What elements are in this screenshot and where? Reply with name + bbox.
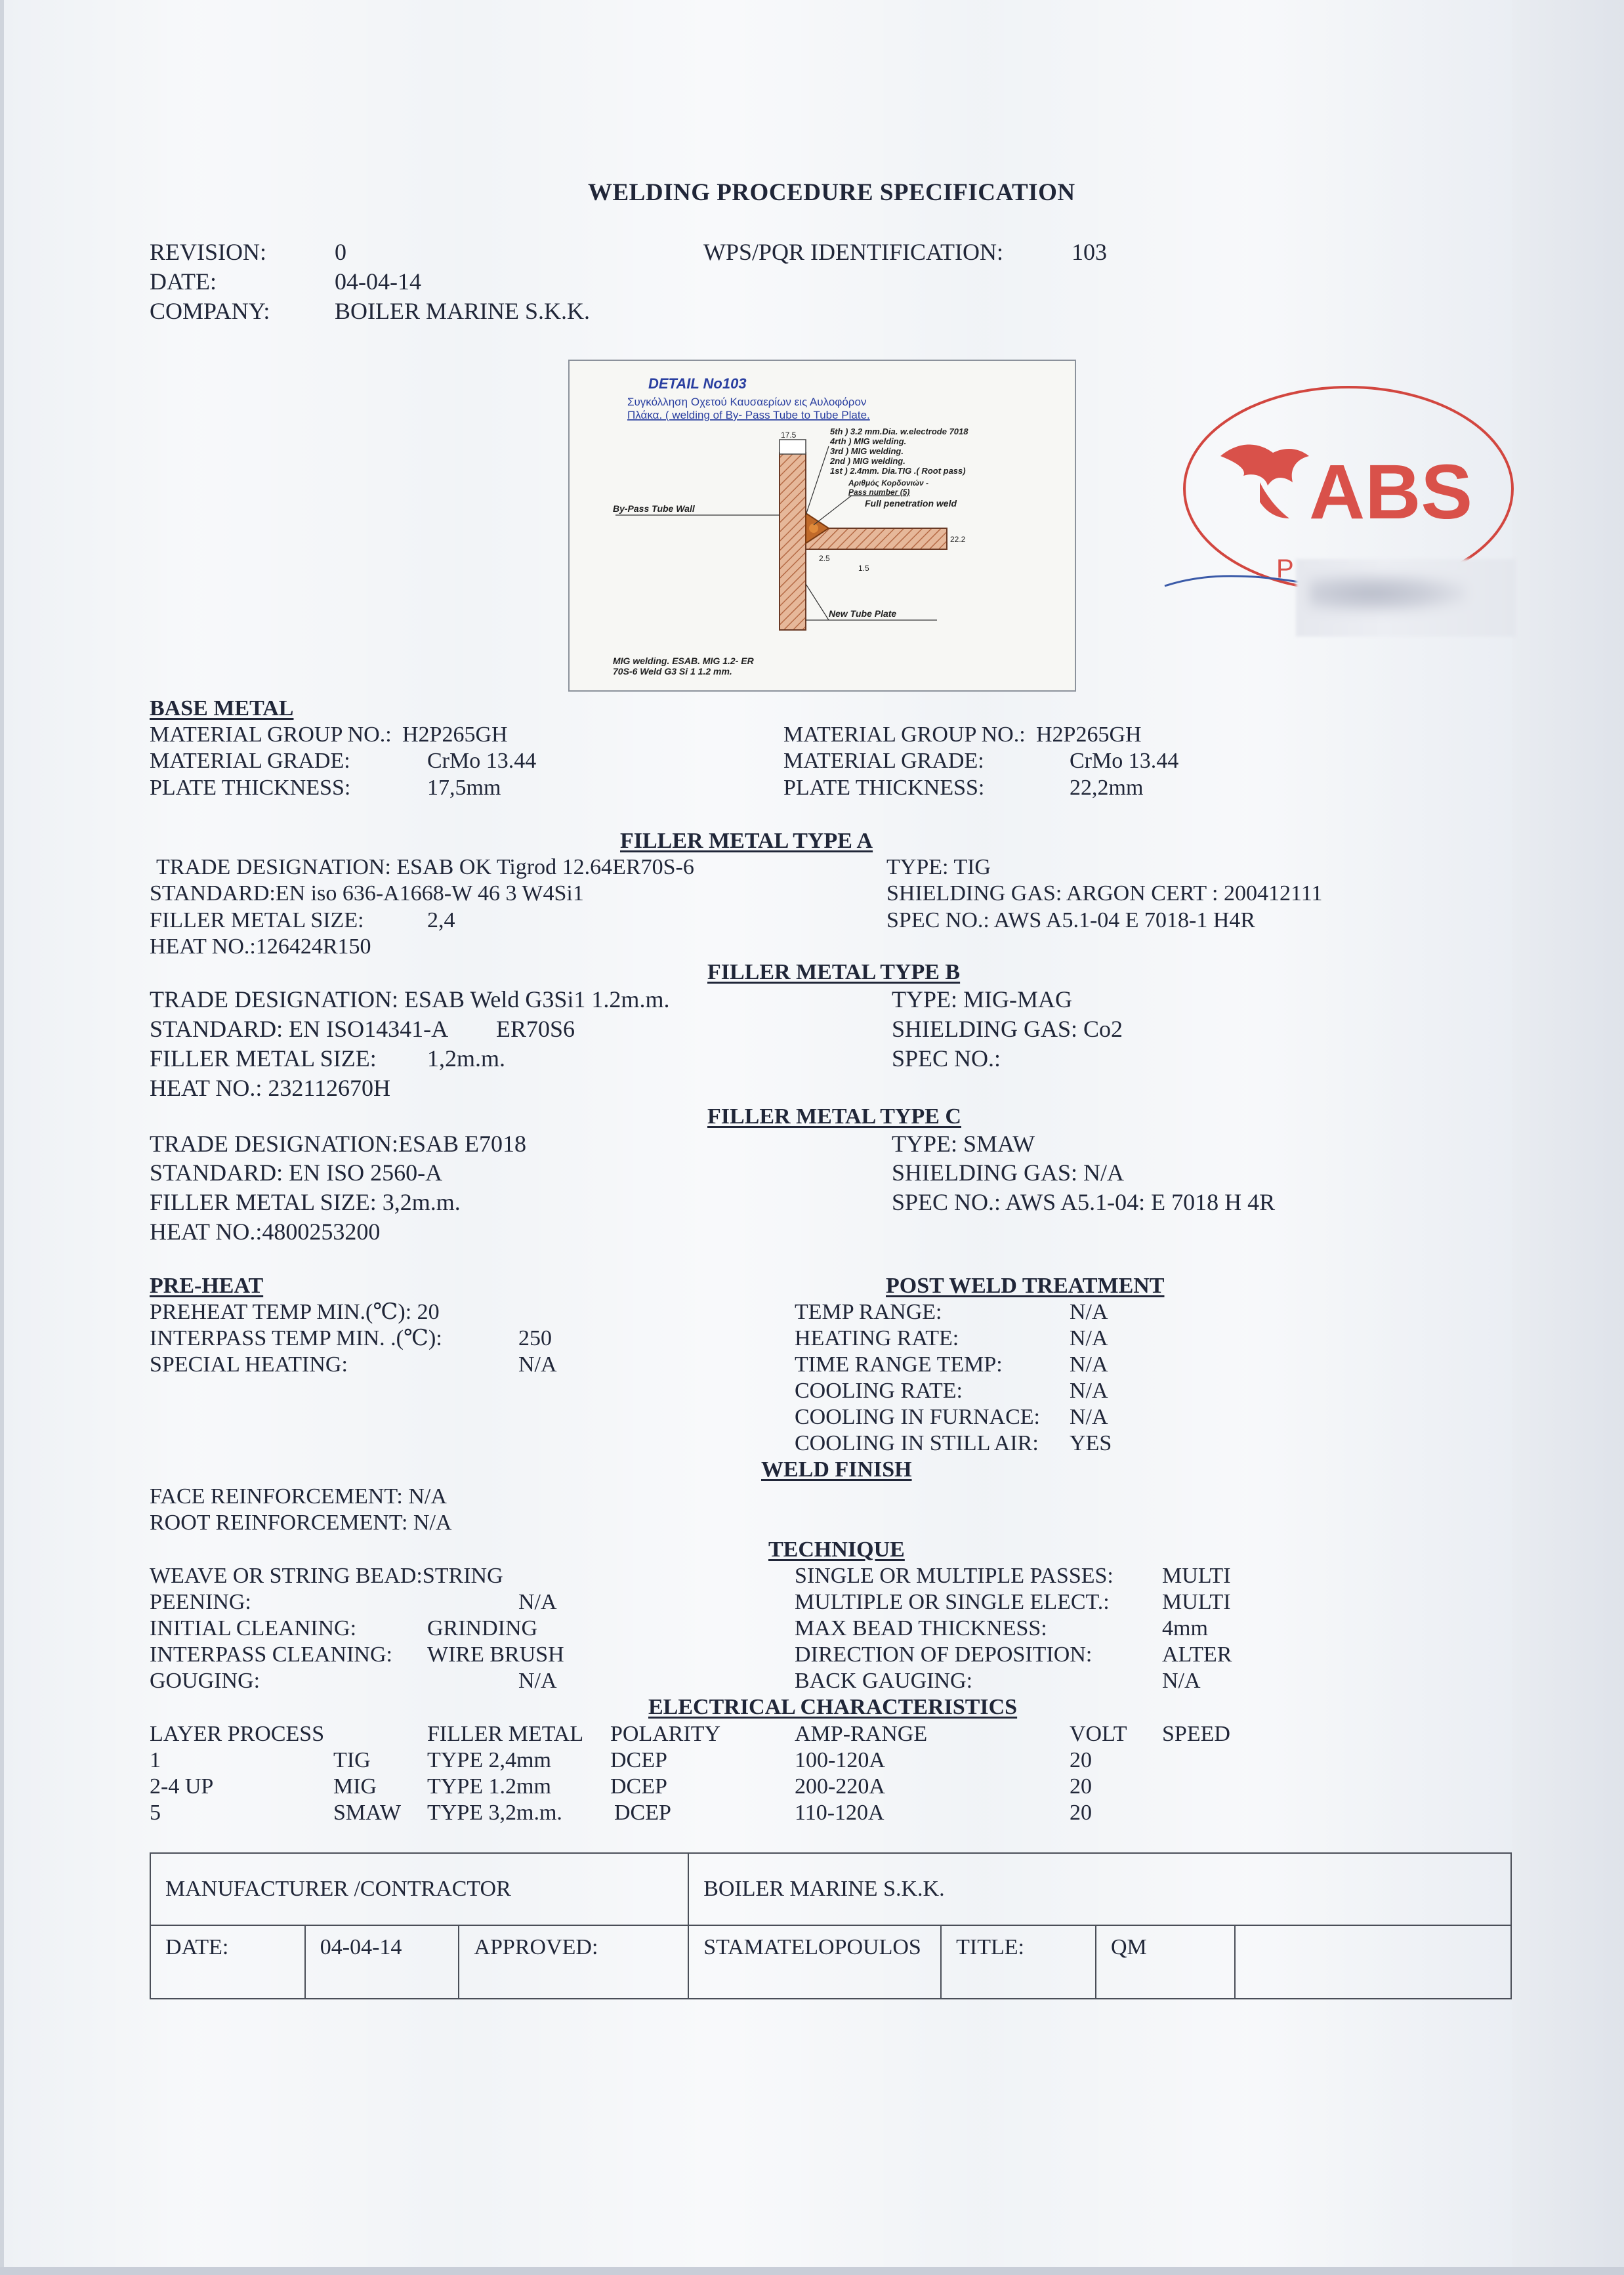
pwht-furnace-label: COOLING IN FURNACE: (795, 1405, 1040, 1429)
full-penetration-label: Full penetration weld (865, 498, 957, 509)
pass-number: Pass number (5) (848, 488, 910, 497)
filler-a-size-value: 2,4 (427, 908, 455, 932)
elec-row2-amp: 200-220A (795, 1774, 885, 1799)
scan-left-edge (0, 0, 4, 2275)
pwht-cooling-rate-label: COOLING RATE: (795, 1379, 963, 1403)
detail-greek-line1: Συγκόλληση Οχετού Καυσαερίων εις Αυλοφόρον (627, 396, 867, 408)
approved-label: APPROVED: (474, 1935, 598, 1959)
filler-b-heading: FILLER METAL TYPE B (707, 960, 961, 984)
date-label: DATE: (150, 268, 217, 295)
filler-a-heat: HEAT NO.:126424R150 (150, 934, 371, 959)
peening-label: PEENING: (150, 1590, 251, 1614)
root-pass (809, 524, 818, 533)
tube-plate-shape (806, 528, 947, 549)
weld-finish-heading: WELD FINISH (761, 1457, 912, 1482)
bead-thickness-label: MAX BEAD THICKNESS: (795, 1616, 1047, 1640)
elec-row1-amp: 100-120A (795, 1748, 885, 1772)
filler-a-heading: FILLER METAL TYPE A (620, 829, 873, 853)
elec-row1-layer: 1 (150, 1748, 161, 1772)
company-value: BOILER MARINE S.K.K. (335, 298, 591, 324)
company-label: COMPANY: (150, 298, 270, 324)
filler-c-gas: SHIELDING GAS: N/A (892, 1159, 1124, 1186)
base-right-group-value: H2P265GH (1036, 722, 1142, 747)
initial-cleaning-label: INITIAL CLEANING: (150, 1616, 357, 1640)
elec-row1-filler: TYPE 2,4mm (427, 1748, 551, 1772)
sign-date-label-cell (150, 1925, 305, 1999)
stamp-partial-text: P (1276, 554, 1294, 583)
detail-greek-line2: Πλάκα. ( welding of By- Pass Tube to Tube Plate. (627, 409, 870, 421)
elec-row1-process: TIG (333, 1748, 371, 1772)
wps-value: 103 (1072, 239, 1107, 265)
dim-17-5: 17.5 (781, 430, 797, 440)
preheat-min: PREHEAT TEMP MIN.(℃): 20 (150, 1300, 440, 1324)
new-plate-label: New Tube Plate (829, 608, 897, 619)
document-title: WELDING PROCEDURE SPECIFICATION (588, 179, 1075, 206)
filler-a-type: TYPE: TIG (886, 855, 991, 879)
elec-row1-volt: 20 (1070, 1748, 1092, 1772)
scan-bottom-edge (0, 2267, 1624, 2275)
leader-fullpen (814, 495, 852, 525)
base-metal-heading: BASE METAL (150, 696, 294, 720)
approved-label-cell (459, 1925, 688, 1999)
sign-date-value: 04-04-14 (320, 1935, 402, 1959)
filler-c-heat: HEAT NO.:4800253200 (150, 1219, 381, 1245)
manufacturer-label: MANUFACTURER /CONTRACTOR (165, 1877, 511, 1901)
pass-4-label: 4rth ) MIG welding. (830, 436, 907, 446)
base-left-grade-value: CrMo 13.44 (427, 749, 537, 773)
filler-b-gas: SHIELDING GAS: Co2 (892, 1016, 1123, 1042)
leader-plate (806, 584, 829, 620)
dim-22-2: 22.2 (950, 535, 966, 544)
pwht-temp-range-label: TEMP RANGE: (795, 1300, 942, 1324)
title-value: QM (1110, 1935, 1147, 1959)
title-label: TITLE: (956, 1935, 1024, 1959)
filler-b-size-label: FILLER METAL SIZE: (150, 1045, 377, 1072)
sign-date-label: DATE: (165, 1935, 229, 1959)
filler-c-trade: TRADE DESIGNATION:ESAB E7018 (150, 1131, 526, 1157)
detail-title: DETAIL No103 (648, 375, 747, 392)
pwht-still-air-value: YES (1070, 1431, 1112, 1455)
interpass-temp-value: 250 (518, 1326, 552, 1350)
elec-header-amp: AMP-RANGE (795, 1722, 928, 1746)
pass-1-label: 1st ) 2.4mm. Dia.TIG .( Root pass) (830, 466, 966, 476)
deposition-value: ALTER (1162, 1642, 1232, 1667)
special-heating-label: SPECIAL HEATING: (150, 1352, 348, 1377)
base-left-group-value: H2P265GH (402, 722, 508, 747)
revision-value: 0 (335, 239, 346, 265)
pwht-temp-range-value: N/A (1070, 1300, 1108, 1324)
initial-cleaning-value: GRINDING (427, 1616, 538, 1640)
tube-wall-top (780, 440, 806, 454)
elec-row3-amp: 110-120A (795, 1801, 885, 1825)
interpass-cleaning-label: INTERPASS CLEANING: (150, 1642, 392, 1667)
scan-right-margin (1512, 0, 1624, 2275)
gouging-label: GOUGING: (150, 1669, 260, 1693)
face-reinforcement: FACE REINFORCEMENT: N/A (150, 1484, 447, 1509)
title-label-cell (941, 1925, 1096, 1999)
pwht-time-range-value: N/A (1070, 1352, 1108, 1377)
electrode-label: MULTIPLE OR SINGLE ELECT.: (795, 1590, 1110, 1614)
filler-a-spec: SPEC NO.: AWS A5.1-04 E 7018-1 H4R (886, 908, 1256, 932)
peening-value: N/A (518, 1590, 557, 1614)
date-value: 04-04-14 (335, 268, 421, 295)
filler-b-standard-label: STANDARD: EN ISO14341-A (150, 1016, 449, 1042)
leader-passes (806, 446, 829, 515)
elec-row2-volt: 20 (1070, 1774, 1092, 1799)
interpass-cleaning-value: WIRE BRUSH (427, 1642, 564, 1667)
elec-header-layer: LAYER PROCESS (150, 1722, 325, 1746)
filler-c-standard: STANDARD: EN ISO 2560-A (150, 1159, 443, 1186)
interpass-temp-label: INTERPASS TEMP MIN. .(℃): (150, 1326, 442, 1350)
mig-note-line1: MIG welding. ESAB. MIG 1.2- ER (613, 656, 754, 666)
pwht-heating-rate-label: HEATING RATE: (795, 1326, 959, 1350)
pass-2-label: 2nd ) MIG welding. (830, 456, 906, 466)
filler-c-heading: FILLER METAL TYPE C (707, 1104, 961, 1129)
pass-number-greek: Αριθμός Κορδονιών - (848, 478, 928, 488)
base-left-group-label: MATERIAL GROUP NO.: (150, 722, 392, 747)
filler-b-heat: HEAT NO.: 232112670H (150, 1075, 390, 1101)
elec-header-polarity: POLARITY (610, 1722, 721, 1746)
electrical-heading: ELECTRICAL CHARACTERISTICS (648, 1695, 1018, 1719)
technique-heading: TECHNIQUE (768, 1537, 905, 1562)
filler-a-gas: SHIELDING GAS: ARGON CERT : 200412111 (886, 881, 1323, 906)
manufacturer-value: BOILER MARINE S.K.K. (703, 1877, 945, 1901)
base-left-grade-label: MATERIAL GRADE: (150, 749, 350, 773)
base-right-group-label: MATERIAL GROUP NO.: (783, 722, 1026, 747)
elec-header-volt: VOLT (1070, 1722, 1127, 1746)
base-right-grade-label: MATERIAL GRADE: (783, 749, 984, 773)
signature-table (150, 1852, 1512, 1999)
back-gauging-label: BACK GAUGING: (795, 1669, 973, 1693)
sign-date-value-cell (305, 1925, 459, 1999)
deposition-label: DIRECTION OF DEPOSITION: (795, 1642, 1093, 1667)
manufacturer-value-cell (688, 1853, 1511, 1925)
elec-row3-polarity: DCEP (614, 1801, 671, 1825)
elec-row3-layer: 5 (150, 1801, 161, 1825)
elec-header-speed: SPEED (1162, 1722, 1230, 1746)
electrode-value: MULTI (1162, 1590, 1231, 1614)
base-right-thick-value: 22,2mm (1070, 776, 1144, 800)
elec-header-filler: FILLER METAL (427, 1722, 584, 1746)
filler-b-standard-value: ER70S6 (496, 1016, 575, 1042)
passes-label: SINGLE OR MULTIPLE PASSES: (795, 1564, 1114, 1588)
elec-row1-polarity: DCEP (610, 1748, 667, 1772)
elec-row3-volt: 20 (1070, 1801, 1092, 1825)
filler-b-type: TYPE: MIG-MAG (892, 986, 1072, 1012)
pwht-heating-rate-value: N/A (1070, 1326, 1108, 1350)
dim-1-5: 1.5 (858, 564, 869, 573)
bead-thickness-value: 4mm (1162, 1616, 1208, 1640)
preheat-heading: PRE-HEAT (150, 1274, 264, 1298)
filler-c-type: TYPE: SMAW (892, 1131, 1035, 1157)
filler-c-spec: SPEC NO.: AWS A5.1-04: E 7018 H 4R (892, 1189, 1276, 1215)
elec-row2-filler: TYPE 1.2mm (427, 1774, 551, 1799)
root-reinforcement: ROOT REINFORCEMENT: N/A (150, 1511, 452, 1535)
redacted-region (1296, 559, 1516, 637)
filler-a-size-label: FILLER METAL SIZE: (150, 908, 364, 932)
elec-row2-layer: 2-4 UP (150, 1774, 214, 1799)
pwht-cooling-rate-value: N/A (1070, 1379, 1108, 1403)
revision-label: REVISION: (150, 239, 266, 265)
filler-a-trade: TRADE DESIGNATION: ESAB OK Tigrod 12.64ER70S-6 (156, 855, 694, 879)
passes-value: MULTI (1162, 1564, 1231, 1588)
title-value-cell (1096, 1925, 1235, 1999)
approved-value: STAMATELOPOULOS (703, 1935, 921, 1959)
pass-3-label: 3rd ) MIG welding. (830, 446, 904, 456)
special-heating-value: N/A (518, 1352, 557, 1377)
manufacturer-label-cell (150, 1853, 688, 1925)
filler-b-size-value: 1,2m.m. (427, 1045, 506, 1072)
filler-b-trade: TRADE DESIGNATION: ESAB Weld G3Si1 1.2m.m. (150, 986, 670, 1012)
base-left-thick-label: PLATE THICKNESS: (150, 776, 351, 800)
elec-row3-process: SMAW (333, 1801, 402, 1825)
filler-b-spec: SPEC NO.: (892, 1045, 1001, 1072)
mig-note-line2: 70S-6 Weld G3 Si 1 1.2 mm. (613, 666, 732, 677)
filler-a-standard: STANDARD:EN iso 636-A1668-W 46 3 W4Si1 (150, 881, 584, 906)
stamp-abs-text: ABS (1309, 449, 1473, 535)
elec-row3-filler: TYPE 3,2m.m. (427, 1801, 562, 1825)
gouging-value: N/A (518, 1669, 557, 1693)
pwht-time-range-label: TIME RANGE TEMP: (795, 1352, 1003, 1377)
pass-5-label: 5th ) 3.2 mm.Dia. w.electrode 7018 (830, 427, 968, 436)
back-gauging-value: N/A (1162, 1669, 1201, 1693)
empty-signature-cell (1235, 1925, 1511, 1999)
dim-2-5: 2.5 (819, 554, 830, 563)
pwht-still-air-label: COOLING IN STILL AIR: (795, 1431, 1039, 1455)
filler-c-size: FILLER METAL SIZE: 3,2m.m. (150, 1189, 461, 1215)
weld-detail-svg (570, 361, 1075, 690)
bypass-tube-wall-shape (780, 453, 806, 630)
pwht-furnace-value: N/A (1070, 1405, 1108, 1429)
base-right-thick-label: PLATE THICKNESS: (783, 776, 985, 800)
wps-label: WPS/PQR IDENTIFICATION: (703, 239, 1004, 265)
eagle-icon (1220, 445, 1309, 519)
base-left-thick-value: 17,5mm (427, 776, 501, 800)
elec-row2-process: MIG (333, 1774, 377, 1799)
pwht-heading: POST WELD TREATMENT (886, 1274, 1165, 1298)
approved-value-cell (688, 1925, 941, 1999)
elec-row2-polarity: DCEP (610, 1774, 667, 1799)
base-right-grade-value: CrMo 13.44 (1070, 749, 1179, 773)
bypass-wall-label: By-Pass Tube Wall (613, 503, 695, 514)
weld-detail-drawing (568, 360, 1076, 692)
weave-string: WEAVE OR STRING BEAD:STRING (150, 1564, 503, 1588)
